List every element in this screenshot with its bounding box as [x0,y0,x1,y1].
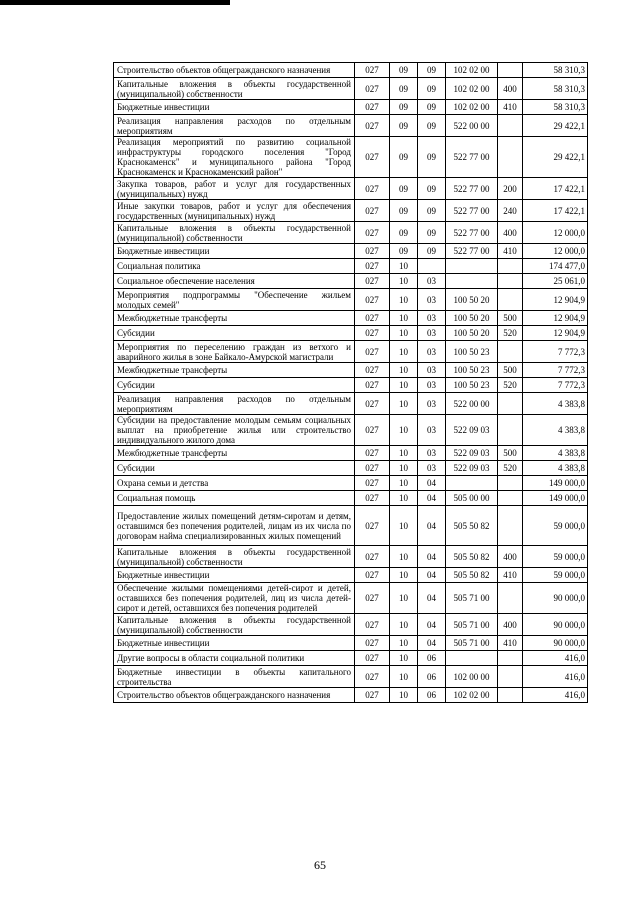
row-amount: 12 904,9 [523,326,588,341]
row-target-article: 522 77 00 [446,178,498,200]
row-ministry: 027 [355,583,390,614]
row-section: 10 [390,688,418,703]
row-ministry: 027 [355,137,390,178]
row-name: Бюджетные инвестиции [114,244,355,259]
row-expense-type: 400 [498,614,523,636]
row-ministry: 027 [355,274,390,289]
row-expense-type [498,259,523,274]
table-row [114,289,588,311]
row-amount: 7 772,3 [523,363,588,378]
row-name: Бюджетные инвестиции [114,568,355,583]
row-section: 10 [390,326,418,341]
row-target-article: 505 50 82 [446,546,498,568]
row-ministry: 027 [355,78,390,100]
table-row [114,274,588,289]
row-amount: 25 061,0 [523,274,588,289]
row-name: Бюджетные инвестиции [114,636,355,651]
row-subsection: 09 [418,178,446,200]
budget-table [113,62,588,703]
row-section: 09 [390,178,418,200]
table-row [114,178,588,200]
row-amount: 12 904,9 [523,289,588,311]
row-subsection: 04 [418,476,446,491]
row-section: 09 [390,78,418,100]
row-amount: 58 310,3 [523,63,588,78]
row-subsection: 03 [418,393,446,415]
row-amount: 149 000,0 [523,491,588,506]
row-subsection: 06 [418,651,446,666]
row-amount: 416,0 [523,651,588,666]
row-subsection: 03 [418,289,446,311]
row-section: 10 [390,568,418,583]
row-amount: 4 383,8 [523,393,588,415]
row-expense-type: 520 [498,461,523,476]
row-expense-type [498,688,523,703]
row-target-article: 522 00 00 [446,115,498,137]
row-subsection: 03 [418,446,446,461]
row-expense-type: 400 [498,222,523,244]
row-ministry: 027 [355,476,390,491]
row-subsection: 03 [418,378,446,393]
row-section: 10 [390,651,418,666]
row-section: 10 [390,289,418,311]
row-ministry: 027 [355,666,390,688]
row-section: 10 [390,614,418,636]
row-target-article: 505 71 00 [446,583,498,614]
table-row [114,636,588,651]
row-expense-type [498,393,523,415]
row-ministry: 027 [355,289,390,311]
row-amount: 416,0 [523,688,588,703]
row-expense-type [498,115,523,137]
row-target-article: 522 77 00 [446,200,498,222]
row-ministry: 027 [355,244,390,259]
table-row [114,446,588,461]
row-target-article [446,476,498,491]
row-expense-type: 410 [498,244,523,259]
row-amount: 29 422,1 [523,137,588,178]
row-subsection [418,259,446,274]
row-target-article: 100 50 23 [446,341,498,363]
row-section: 10 [390,259,418,274]
row-target-article: 102 02 00 [446,78,498,100]
row-expense-type: 520 [498,378,523,393]
row-subsection: 04 [418,546,446,568]
row-target-article: 505 50 82 [446,506,498,546]
row-name: Субсидии [114,461,355,476]
row-subsection: 09 [418,100,446,115]
row-subsection: 09 [418,137,446,178]
row-section: 09 [390,115,418,137]
row-target-article: 522 77 00 [446,137,498,178]
table-row [114,614,588,636]
row-amount: 90 000,0 [523,583,588,614]
row-expense-type: 200 [498,178,523,200]
row-expense-type: 410 [498,568,523,583]
row-ministry: 027 [355,393,390,415]
row-section: 10 [390,363,418,378]
row-subsection: 03 [418,311,446,326]
row-amount: 4 383,8 [523,415,588,446]
row-section: 09 [390,200,418,222]
row-section: 10 [390,583,418,614]
row-expense-type [498,415,523,446]
table-row [114,363,588,378]
table-body [114,63,588,703]
row-amount: 149 000,0 [523,476,588,491]
row-ministry: 027 [355,568,390,583]
row-target-article: 100 50 20 [446,311,498,326]
row-ministry: 027 [355,178,390,200]
row-section: 09 [390,244,418,259]
row-subsection: 09 [418,115,446,137]
row-target-article: 522 00 00 [446,393,498,415]
row-subsection: 09 [418,63,446,78]
row-amount: 59 000,0 [523,568,588,583]
row-expense-type [498,137,523,178]
row-name: Строительство объектов общегражданского назначения [114,63,355,78]
row-name: Предоставление жилых помещений детям-сиротам и детям, оставшимся без попечения родителей, лицам из их числа по договорам найма специализированных жилых помещений [114,506,355,546]
row-section: 10 [390,666,418,688]
row-subsection: 03 [418,274,446,289]
row-target-article: 100 50 23 [446,378,498,393]
row-amount: 4 383,8 [523,461,588,476]
row-subsection: 03 [418,415,446,446]
row-target-article [446,651,498,666]
row-section: 10 [390,461,418,476]
row-amount: 174 477,0 [523,259,588,274]
row-section: 09 [390,137,418,178]
table-row [114,568,588,583]
table-row [114,583,588,614]
row-subsection: 03 [418,363,446,378]
row-subsection: 04 [418,491,446,506]
table-row [114,259,588,274]
row-target-article: 505 71 00 [446,636,498,651]
row-target-article [446,274,498,289]
row-amount: 12 000,0 [523,244,588,259]
row-expense-type [498,491,523,506]
row-expense-type [498,651,523,666]
row-name: Закупка товаров, работ и услуг для государственных (муниципальных) нужд [114,178,355,200]
row-ministry: 027 [355,200,390,222]
row-ministry: 027 [355,636,390,651]
row-amount: 59 000,0 [523,546,588,568]
row-expense-type [498,274,523,289]
row-expense-type: 240 [498,200,523,222]
table-row [114,651,588,666]
row-ministry: 027 [355,461,390,476]
row-section: 10 [390,341,418,363]
row-name: Социальная политика [114,259,355,274]
row-ministry: 027 [355,341,390,363]
row-name: Мероприятия по переселению граждан из ветхого и аварийного жилья в зоне Байкало-Амурской магистрали [114,341,355,363]
row-name: Межбюджетные трансферты [114,363,355,378]
row-subsection: 04 [418,583,446,614]
row-expense-type [498,63,523,78]
row-ministry: 027 [355,115,390,137]
row-amount: 4 383,8 [523,446,588,461]
table-row [114,115,588,137]
table-row [114,546,588,568]
table-row [114,200,588,222]
row-subsection: 09 [418,200,446,222]
row-name: Субсидии [114,378,355,393]
row-ministry: 027 [355,415,390,446]
row-name: Охрана семьи и детства [114,476,355,491]
row-name: Мероприятия подпрограммы "Обеспечение жильем молодых семей" [114,289,355,311]
row-expense-type [498,506,523,546]
row-target-article: 100 50 23 [446,363,498,378]
row-name: Социальная помощь [114,491,355,506]
table-row [114,222,588,244]
row-name: Субсидии на предоставление молодым семьям социальных выплат на приобретение жилья или строительство индивидуального жилого дома [114,415,355,446]
row-subsection: 04 [418,636,446,651]
row-subsection: 09 [418,78,446,100]
table-row [114,78,588,100]
row-section: 10 [390,274,418,289]
row-ministry: 027 [355,378,390,393]
row-subsection: 04 [418,506,446,546]
row-target-article: 522 77 00 [446,222,498,244]
row-amount: 58 310,3 [523,100,588,115]
row-section: 10 [390,393,418,415]
row-expense-type: 410 [498,100,523,115]
row-ministry: 027 [355,363,390,378]
row-target-article: 522 77 00 [446,244,498,259]
row-name: Социальное обеспечение населения [114,274,355,289]
row-ministry: 027 [355,688,390,703]
row-amount: 29 422,1 [523,115,588,137]
row-subsection: 04 [418,614,446,636]
table-row [114,378,588,393]
table-row [114,63,588,78]
row-name: Бюджетные инвестиции [114,100,355,115]
table-row [114,311,588,326]
row-amount: 12 000,0 [523,222,588,244]
row-section: 09 [390,222,418,244]
row-subsection: 06 [418,666,446,688]
table-row [114,476,588,491]
header-rule [0,0,230,5]
row-amount: 90 000,0 [523,636,588,651]
row-subsection: 03 [418,461,446,476]
row-expense-type [498,289,523,311]
row-section: 10 [390,415,418,446]
row-target-article: 102 02 00 [446,63,498,78]
table-row [114,100,588,115]
row-section: 10 [390,311,418,326]
row-ministry: 027 [355,491,390,506]
row-target-article: 102 02 00 [446,688,498,703]
table-row [114,461,588,476]
row-expense-type: 520 [498,326,523,341]
row-target-article: 102 02 00 [446,100,498,115]
row-subsection: 03 [418,326,446,341]
row-name: Межбюджетные трансферты [114,311,355,326]
row-ministry: 027 [355,546,390,568]
row-name: Субсидии [114,326,355,341]
row-name: Реализация мероприятий по развитию социальной инфраструктуры городского поселения "Город Краснокаменск" и муниципального района "Город Краснокаменск и Краснокаменский район" [114,137,355,178]
row-name: Бюджетные инвестиции в объекты капитального строительства [114,666,355,688]
row-ministry: 027 [355,259,390,274]
row-name: Капитальные вложения в объекты государственной (муниципальной) собственности [114,614,355,636]
row-target-article: 505 71 00 [446,614,498,636]
row-subsection: 04 [418,568,446,583]
row-section: 09 [390,100,418,115]
row-section: 10 [390,546,418,568]
row-name: Межбюджетные трансферты [114,446,355,461]
row-name: Реализация направления расходов по отдельным мероприятиям [114,115,355,137]
row-section: 10 [390,446,418,461]
row-target-article: 522 09 03 [446,415,498,446]
row-ministry: 027 [355,311,390,326]
row-expense-type [498,476,523,491]
row-amount: 59 000,0 [523,506,588,546]
row-target-article: 100 50 20 [446,289,498,311]
page-number: 65 [314,858,326,872]
table-row [114,244,588,259]
row-expense-type [498,583,523,614]
row-subsection: 06 [418,688,446,703]
table-row [114,326,588,341]
row-target-article [446,259,498,274]
row-expense-type [498,666,523,688]
table-row [114,415,588,446]
row-target-article: 100 50 20 [446,326,498,341]
row-amount: 7 772,3 [523,341,588,363]
row-name: Другие вопросы в области социальной политики [114,651,355,666]
row-name: Обеспечение жилыми помещениями детей-сирот и детей, оставшихся без попечения родителей, лиц из числа детей-сирот и детей, оставшихся без попечения родителей [114,583,355,614]
row-ministry: 027 [355,614,390,636]
row-subsection: 09 [418,222,446,244]
row-amount: 416,0 [523,666,588,688]
row-expense-type: 500 [498,311,523,326]
row-expense-type [498,341,523,363]
row-amount: 12 904,9 [523,311,588,326]
row-section: 10 [390,506,418,546]
row-name: Капитальные вложения в объекты государственной (муниципальной) собственности [114,546,355,568]
row-name: Реализация направления расходов по отдельным мероприятиям [114,393,355,415]
table-row [114,341,588,363]
row-section: 10 [390,636,418,651]
table-row [114,137,588,178]
table-row [114,506,588,546]
row-name: Капитальные вложения в объекты государственной (муниципальной) собственности [114,78,355,100]
row-amount: 90 000,0 [523,614,588,636]
row-target-article: 505 50 82 [446,568,498,583]
table-row [114,688,588,703]
row-expense-type: 500 [498,363,523,378]
row-ministry: 027 [355,326,390,341]
row-target-article: 102 00 00 [446,666,498,688]
row-name: Иные закупки товаров, работ и услуг для обеспечения государственных (муниципальных) нужд [114,200,355,222]
row-amount: 7 772,3 [523,378,588,393]
row-ministry: 027 [355,446,390,461]
row-section: 10 [390,491,418,506]
row-expense-type: 400 [498,546,523,568]
row-target-article: 522 09 03 [446,446,498,461]
row-ministry: 027 [355,100,390,115]
row-expense-type: 410 [498,636,523,651]
table-row [114,393,588,415]
row-subsection: 03 [418,341,446,363]
row-expense-type: 400 [498,78,523,100]
row-ministry: 027 [355,222,390,244]
row-ministry: 027 [355,506,390,546]
row-subsection: 09 [418,244,446,259]
row-amount: 17 422,1 [523,178,588,200]
row-ministry: 027 [355,651,390,666]
row-target-article: 522 09 03 [446,461,498,476]
row-section: 10 [390,378,418,393]
row-target-article: 505 00 00 [446,491,498,506]
row-amount: 58 310,3 [523,78,588,100]
row-expense-type: 500 [498,446,523,461]
row-ministry: 027 [355,63,390,78]
table-row [114,666,588,688]
table-row [114,491,588,506]
row-name: Строительство объектов общегражданского назначения [114,688,355,703]
row-section: 10 [390,476,418,491]
row-section: 09 [390,63,418,78]
row-amount: 17 422,1 [523,200,588,222]
row-name: Капитальные вложения в объекты государственной (муниципальной) собственности [114,222,355,244]
